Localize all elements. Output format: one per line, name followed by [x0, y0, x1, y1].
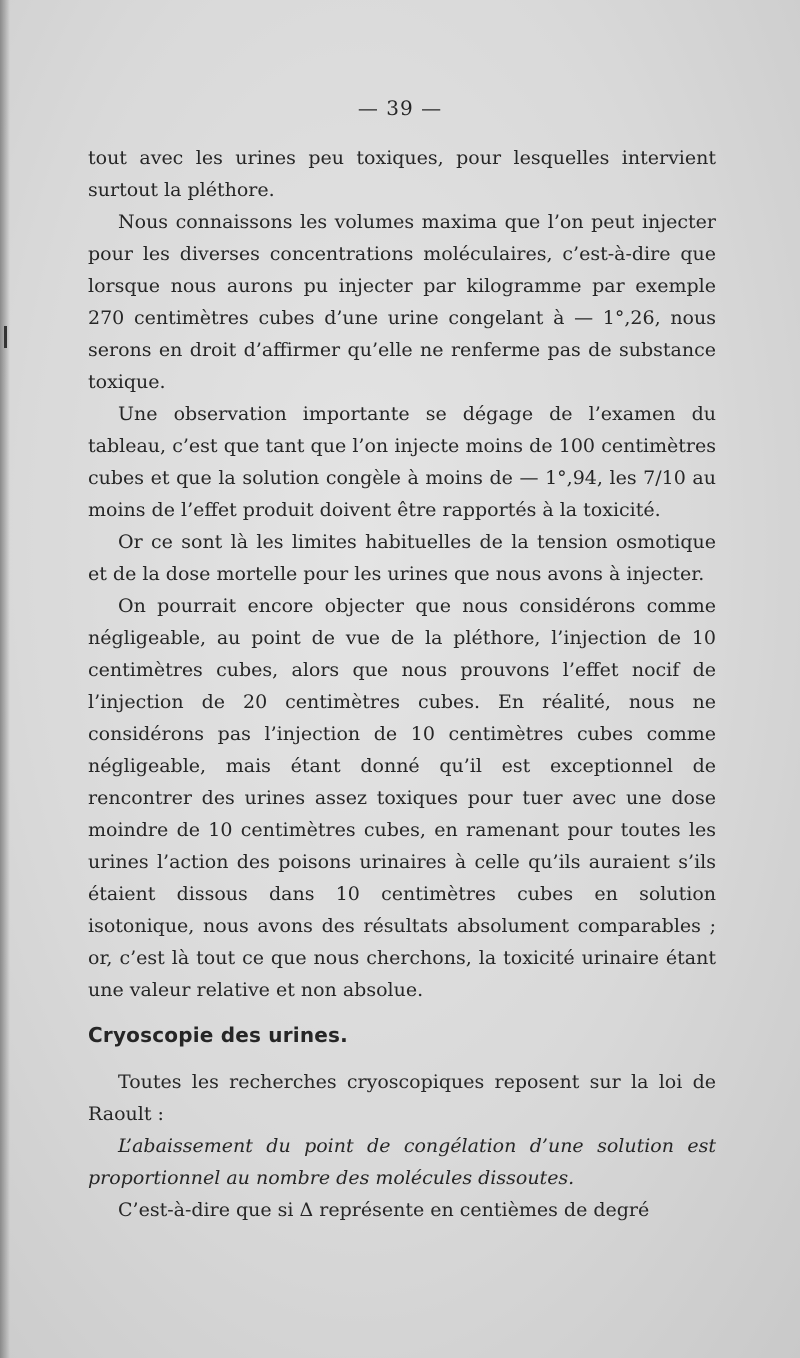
- section-text: [88, 1066, 716, 1226]
- paragraph-2: Nous connaissons les volumes maxima que l’on peut injecter pour les diverses concentrations moléculaires, c’est-à-dire que lorsque nous aurons pu injecter par kilogramme par exemple 270 centimètres cubes d’une urine congelant à — 1°,26, nous serons en droit d’affirmer qu’elle ne renferme pas de substance toxique.: [88, 211, 716, 393]
- paragraph-5: On pourrait encore objecter que nous considérons comme négligeable, au point de vue de la pléthore, l’injection de 10 centimètres cubes, alors que nous prouvons l’effet nocif de l’injection de 20 centimètres cubes. En réalité, nous ne considérons pas l’injection de 10 centimètres cubes comme négligeable, mais étant donné qu’il est exceptionnel de rencontrer des urines assez toxiques pour tuer avec une dose moindre de 10 centimètres cubes, en ramenant pour toutes les urines l’action des poisons urinaires à celle qu’ils auraient s’ils étaient dissous dans 10 centimètres cubes en solution isotonique, nous avons des résultats absolument comparables ; or, c’est là tout ce que nous cherchons, la toxicité urinaire étant une valeur relative et non absolue.: [88, 595, 716, 1001]
- page-number: — 39 —: [357, 96, 443, 120]
- margin-mark: [4, 326, 7, 348]
- paragraph-3: Une observation importante se dégage de l’examen du tableau, c’est que tant que l’on injecte moins de 100 centimètres cubes et que la solution congèle à moins de — 1°,94, les 7/10 au moins de l’effet produit doivent être rapportés à la toxicité.: [88, 403, 716, 521]
- paragraph-1: tout avec les urines peu toxiques, pour lesquelles intervient surtout la pléthore.: [88, 147, 716, 201]
- section-paragraph-3: C’est-à-dire que si Δ représente en centièmes de degré: [118, 1199, 650, 1221]
- raoult-law-statement: L’abaissement du point de congélation d’une solution est proportionnel au nombre des molécules dissoutes.: [88, 1135, 716, 1189]
- paragraph-4: Or ce sont là les limites habituelles de la tension osmotique et de la dose mortelle pour les urines que nous avons à injecter.: [88, 531, 716, 585]
- section-paragraph-1: Toutes les recherches cryoscopiques reposent sur la loi de Raoult :: [88, 1071, 716, 1125]
- body-text: [88, 142, 716, 1006]
- section-heading: Cryoscopie des urines.: [88, 1023, 348, 1047]
